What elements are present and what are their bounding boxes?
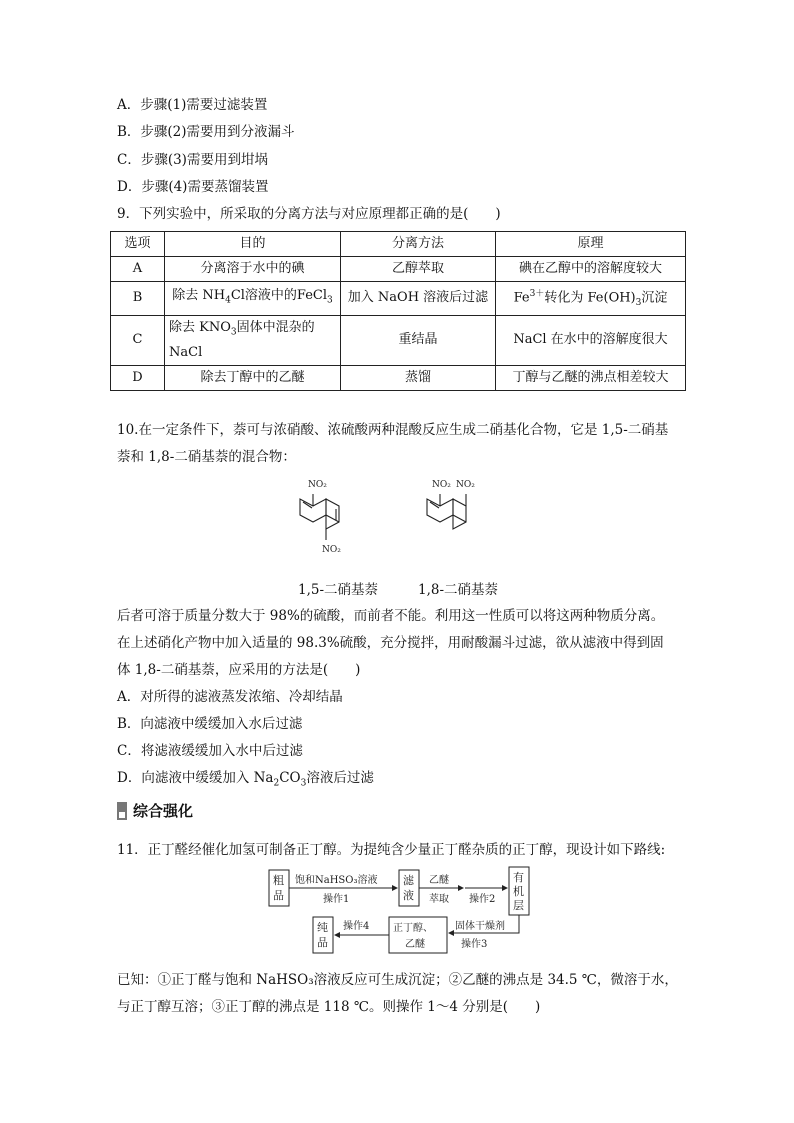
q10-option-a: A．对所得的滤液蒸发浓缩、冷却结晶 <box>117 689 343 705</box>
extract-label: 萃取 <box>429 894 449 905</box>
row-method: 重结晶 <box>341 315 496 365</box>
q8-option-a: A．步骤(1)需要过滤装置 <box>117 97 268 113</box>
table-row <box>111 257 686 282</box>
row-option: C <box>111 315 165 365</box>
filtrate-text-2: 液 <box>403 889 414 902</box>
header-purpose: 目的 <box>165 232 341 257</box>
q10-stem-line2: 萘和 1,8-二硝基萘的混合物： <box>117 449 296 465</box>
row-principle: $Fe^{3+}$转化为 $Fe(OH)_3$沉淀 <box>496 282 686 316</box>
q8-option-b: B．步骤(2)需要用到分液漏斗 <box>117 124 295 140</box>
op3-label: 操作3 <box>461 939 488 950</box>
crude-text-2: 品 <box>273 889 284 902</box>
section-header <box>117 800 193 821</box>
no2-label: NO₂ <box>456 480 475 490</box>
row-purpose: 除去丁醇中的乙醚 <box>165 365 341 390</box>
row-principle: NaCl 在水中的溶解度很大 <box>496 315 686 365</box>
op4-label: 操作4 <box>343 921 370 932</box>
op2-label: 操作2 <box>469 894 496 905</box>
molecule-1-5-dinitronaphthalene <box>290 472 370 572</box>
row-purpose: 除去 $NH_4Cl$溶液中的FeCl$_3$ <box>165 282 341 316</box>
molecule-1-8-dinitronaphthalene <box>420 472 500 552</box>
reagent2-label: 乙醚 <box>429 875 449 886</box>
section-marker-icon <box>117 802 127 820</box>
q8-option-c: C．步骤(3)需要用到坩埚 <box>117 152 268 168</box>
q10-option-d: D．向滤液中缓缓加入 $Na_2CO_3$溶液后过滤 <box>117 770 374 789</box>
q10-option-b: B．向滤液中缓缓加入水后过滤 <box>117 716 303 732</box>
table-row <box>111 365 686 390</box>
mixture-text-a: 正丁醇、 <box>393 923 433 934</box>
row-principle: 丁醇与乙醚的沸点相差较大 <box>496 365 686 390</box>
row-method: 蒸馏 <box>341 365 496 390</box>
filtrate-text-1: 滤 <box>403 874 414 887</box>
row-principle: 碘在乙醇中的溶解度较大 <box>496 257 686 282</box>
row-purpose: 分离溶于水中的碘 <box>165 257 341 282</box>
header-principle: 原理 <box>496 232 686 257</box>
row-option: D <box>111 365 165 390</box>
mol2-label: 1,8-二硝基萘 <box>418 582 499 598</box>
mol1-label: 1,5-二硝基萘 <box>298 582 379 598</box>
section-title: 综合强化 <box>133 802 194 820</box>
q11-stem: 11．正丁醛经催化加氢可制备正丁醇。为提纯含少量正丁醛杂质的正丁醇，现设计如下路线: <box>117 842 666 858</box>
organic-text-2: 机 <box>513 885 524 898</box>
header-method: 分离方法 <box>341 232 496 257</box>
q10-para1: 后者可溶于质量分数大于 98%的硫酸，而前者不能。利用这一性质可以将这两种物质分离。 <box>117 608 665 624</box>
q11-flow-diagram <box>265 865 545 960</box>
q11-known-line2: 与正丁醇互溶；③正丁醇的沸点是 118 ℃。则操作 1～4 分别是( ) <box>117 999 541 1015</box>
header-option: 选项 <box>111 232 165 257</box>
q10-para3: 体 1,8-二硝基萘，应采用的方法是( ) <box>117 662 361 678</box>
no2-label: NO₂ <box>432 480 451 490</box>
mixture-text-b: 乙醚 <box>405 939 425 950</box>
no2-label: NO₂ <box>308 480 327 490</box>
row-option: B <box>111 282 165 316</box>
pure-text-1: 纯 <box>317 921 328 934</box>
table-header-row <box>111 232 686 257</box>
q10-option-c: C．将滤液缓缓加入水中后过滤 <box>117 743 303 759</box>
op1-label: 操作1 <box>323 894 350 905</box>
organic-text-3: 层 <box>513 899 524 912</box>
q9-stem: 9．下列实验中，所采取的分离方法与对应原理都正确的是( ) <box>117 206 501 222</box>
q10-para2: 在上述硝化产物中加入适量的 98.3%硫酸，充分搅拌，用耐酸漏斗过滤，欲从滤液中得到固 <box>117 635 664 651</box>
row-purpose: 除去 $KNO_3$固体中混杂的 NaCl <box>165 315 341 365</box>
row-method: 加入 NaOH 溶液后过滤 <box>341 282 496 316</box>
q8-option-d: D．步骤(4)需要蒸馏装置 <box>117 179 269 195</box>
row-option: A <box>111 257 165 282</box>
table-row <box>111 315 686 365</box>
q9-table <box>110 231 686 391</box>
q10-stem-line1: 10.在一定条件下，萘可与浓硝酸、浓硫酸两种混酸反应生成二硝基化合物，它是 1,5-二硝基 <box>117 422 669 438</box>
drying-label: 固体干燥剂 <box>455 921 505 932</box>
row-method: 乙醇萃取 <box>341 257 496 282</box>
table-row <box>111 282 686 316</box>
q11-known-line1: 已知：①正丁醛与饱和 NaHSO₃溶液反应可生成沉淀；②乙醚的沸点是 34.5 ℃，微溶于水， <box>117 972 678 988</box>
pure-text-2: 品 <box>317 936 328 949</box>
reagent1-label: 饱和NaHSO₃溶液 <box>295 875 378 886</box>
crude-text-1: 粗 <box>273 874 284 887</box>
organic-text-1: 有 <box>513 871 524 884</box>
no2-label: NO₂ <box>322 545 341 555</box>
